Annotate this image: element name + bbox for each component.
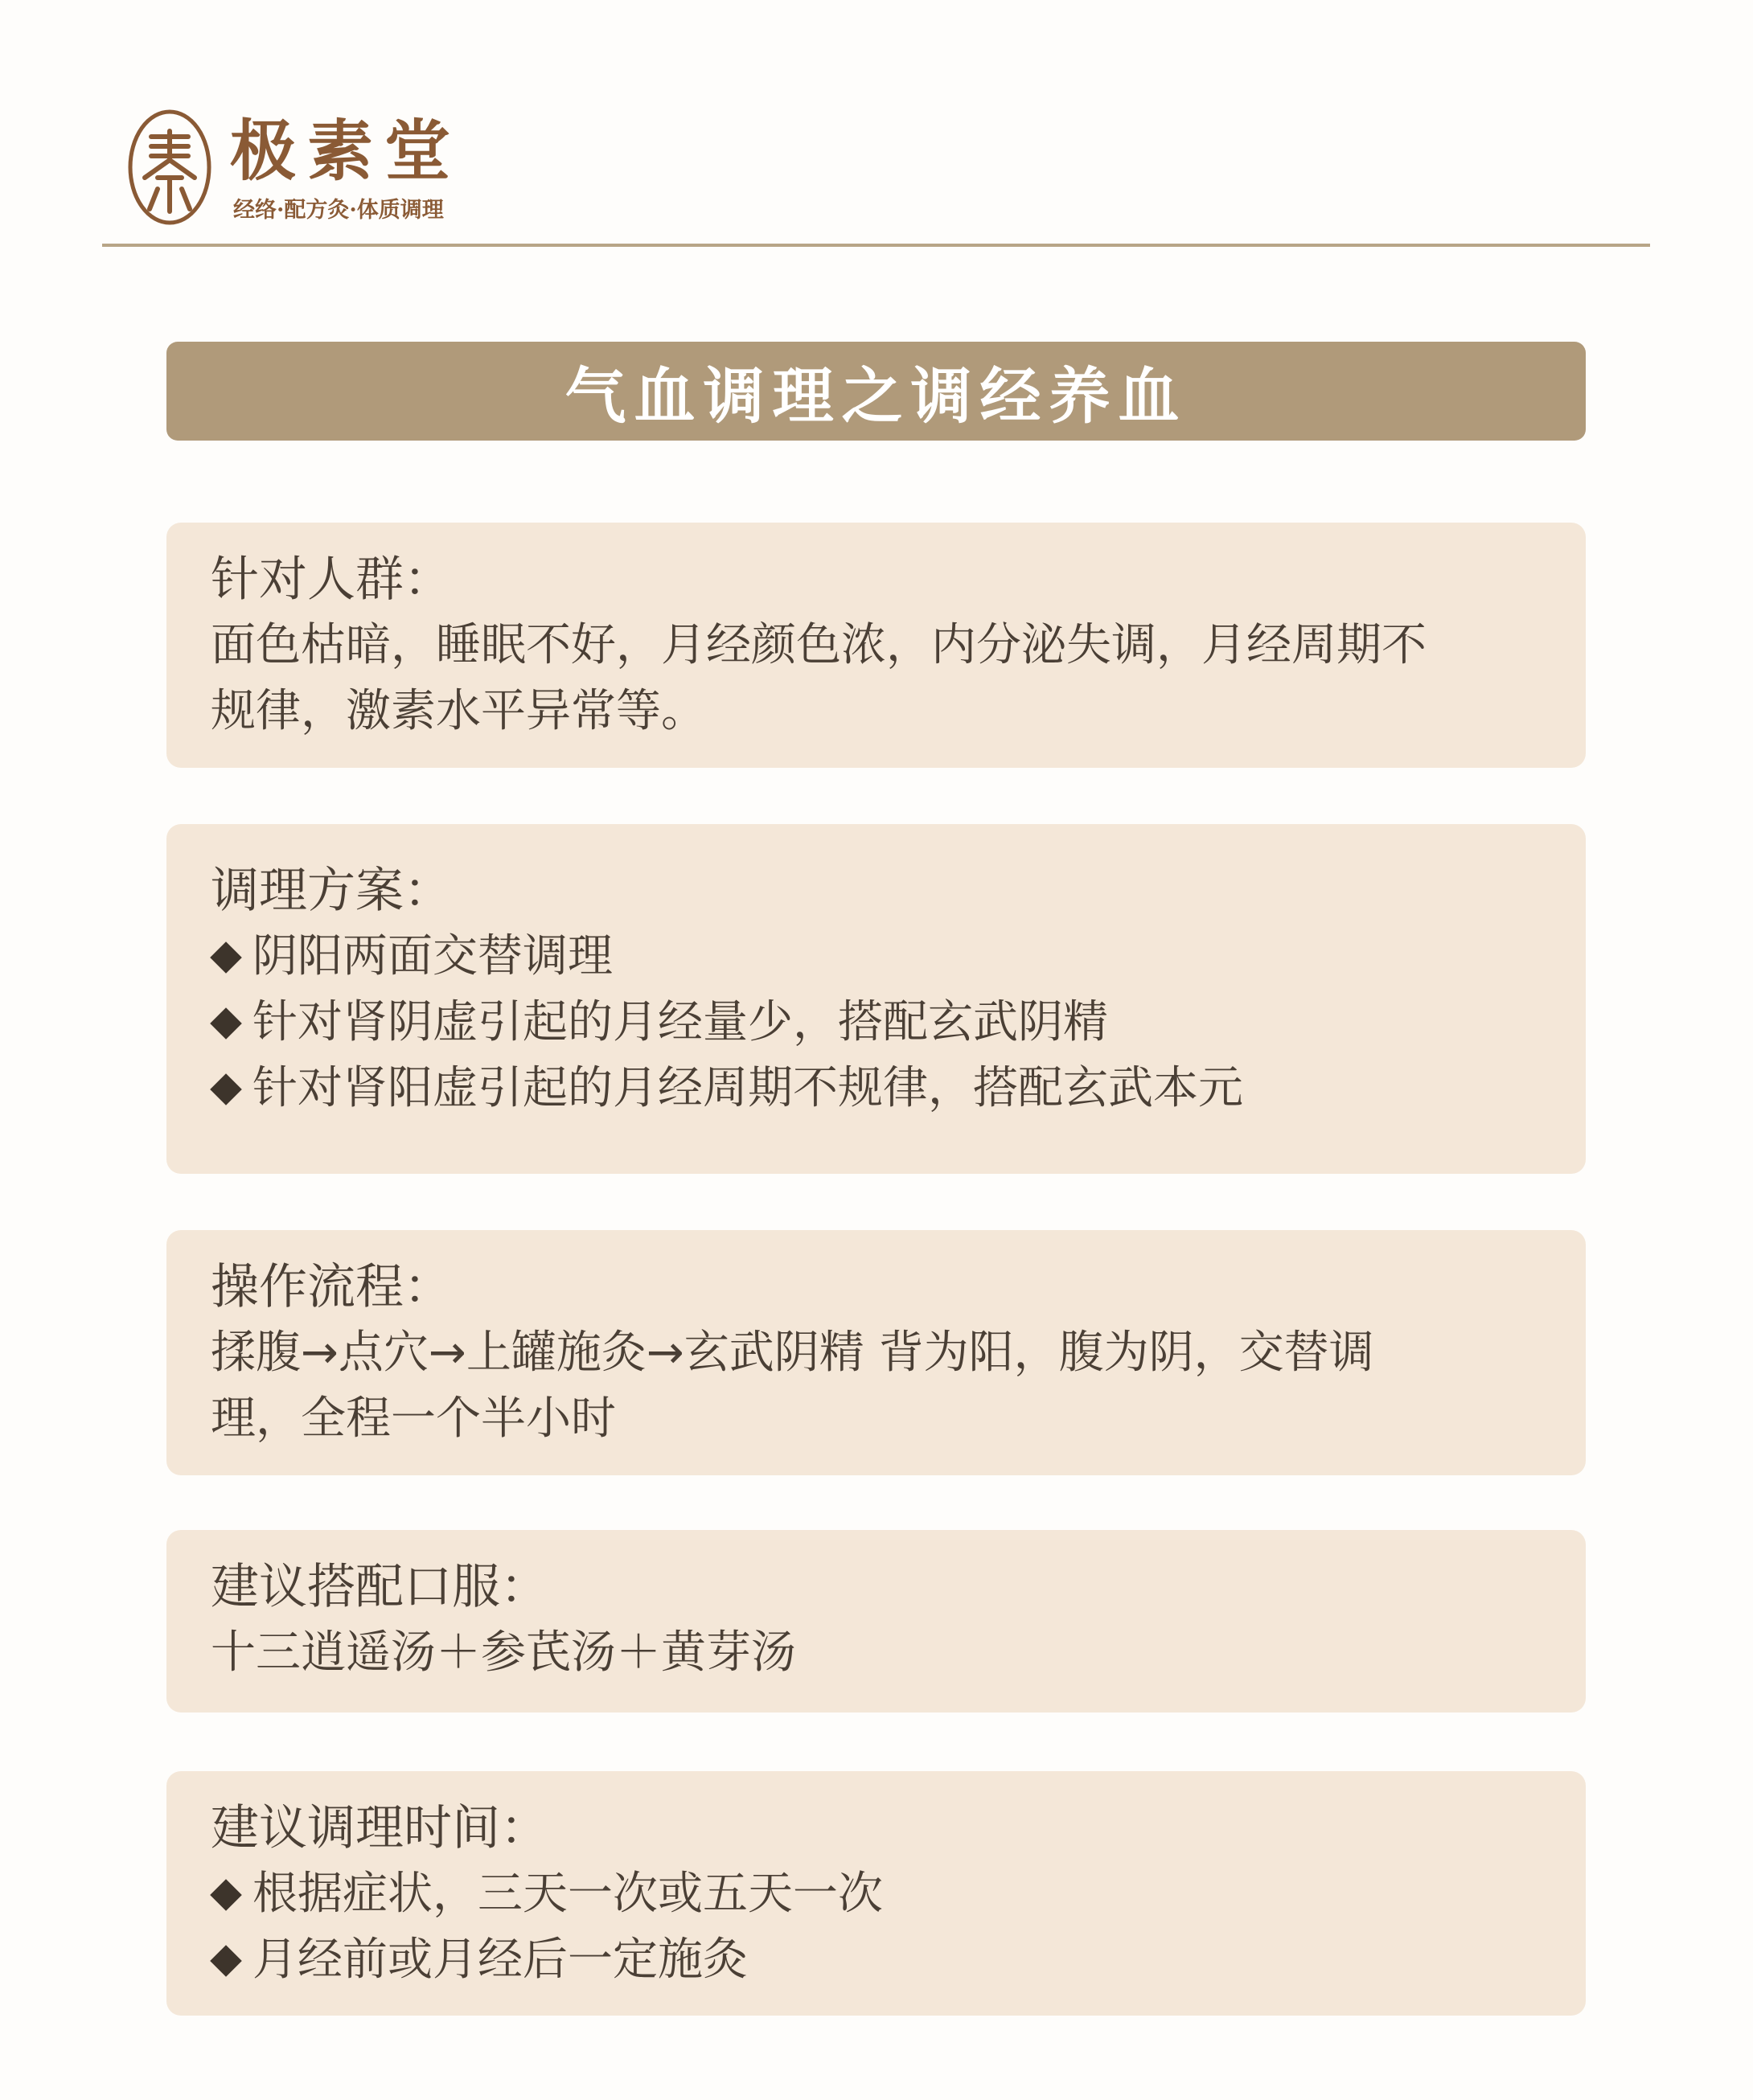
page-title-banner xyxy=(166,342,1586,441)
diamond-bullet-icon xyxy=(211,1074,241,1105)
diamond-bullet-icon xyxy=(211,1880,241,1910)
bullet-text: 根据症状，三天一次或五天一次 xyxy=(252,1868,883,1920)
bullet-item xyxy=(211,1927,1586,1993)
logo-seal-icon xyxy=(127,109,212,226)
brand-tagline: 经络·配方灸·体质调理 xyxy=(233,198,444,223)
section-plan xyxy=(166,824,1586,1174)
section-target-group xyxy=(166,523,1586,768)
section-schedule xyxy=(166,1771,1586,2016)
section-procedure xyxy=(166,1230,1586,1475)
header-divider xyxy=(102,244,1650,247)
diamond-bullet-icon xyxy=(211,942,241,973)
diamond-bullet-icon xyxy=(211,1008,241,1039)
section-text-line: 理，全程一个半小时 xyxy=(211,1392,616,1445)
bullet-item xyxy=(211,990,1586,1056)
bullet-item xyxy=(211,1861,1586,1927)
section-heading: 操作流程： xyxy=(211,1259,452,1315)
bullet-text: 针对肾阴虚引起的月经量少，搭配玄武阴精 xyxy=(252,996,1108,1048)
section-heading: 调理方案： xyxy=(211,863,452,919)
diamond-bullet-icon xyxy=(211,1946,241,1976)
bullet-text: 月经前或月经后一定施灸 xyxy=(252,1934,748,1986)
section-text-line: 面色枯暗，睡眠不好，月经颜色浓，内分泌失调，月经周期不 xyxy=(211,619,1427,671)
section-oral-pairing xyxy=(166,1530,1586,1712)
bullet-text: 针对肾阳虚引起的月经周期不规律，搭配玄武本元 xyxy=(252,1062,1243,1114)
section-text-line: 十三逍遥汤＋参芪汤＋黄芽汤 xyxy=(211,1626,796,1679)
bullet-item xyxy=(211,924,1586,990)
brand-logo xyxy=(127,109,497,229)
brand-name: 极素堂 xyxy=(230,113,462,190)
section-heading: 针对人群： xyxy=(211,552,452,608)
section-text-line: 规律，激素水平异常等。 xyxy=(211,685,706,737)
section-heading: 建议调理时间： xyxy=(211,1800,548,1856)
section-heading: 建议搭配口服： xyxy=(211,1559,548,1615)
section-text-line: 揉腹→点穴→上罐施灸→玄武阴精 背为阳，腹为阴，交替调 xyxy=(211,1327,1374,1379)
page-title: 气血调理之调经养血 xyxy=(564,360,1188,432)
bullet-item xyxy=(211,1056,1586,1122)
bullet-text: 阴阳两面交替调理 xyxy=(252,930,613,982)
